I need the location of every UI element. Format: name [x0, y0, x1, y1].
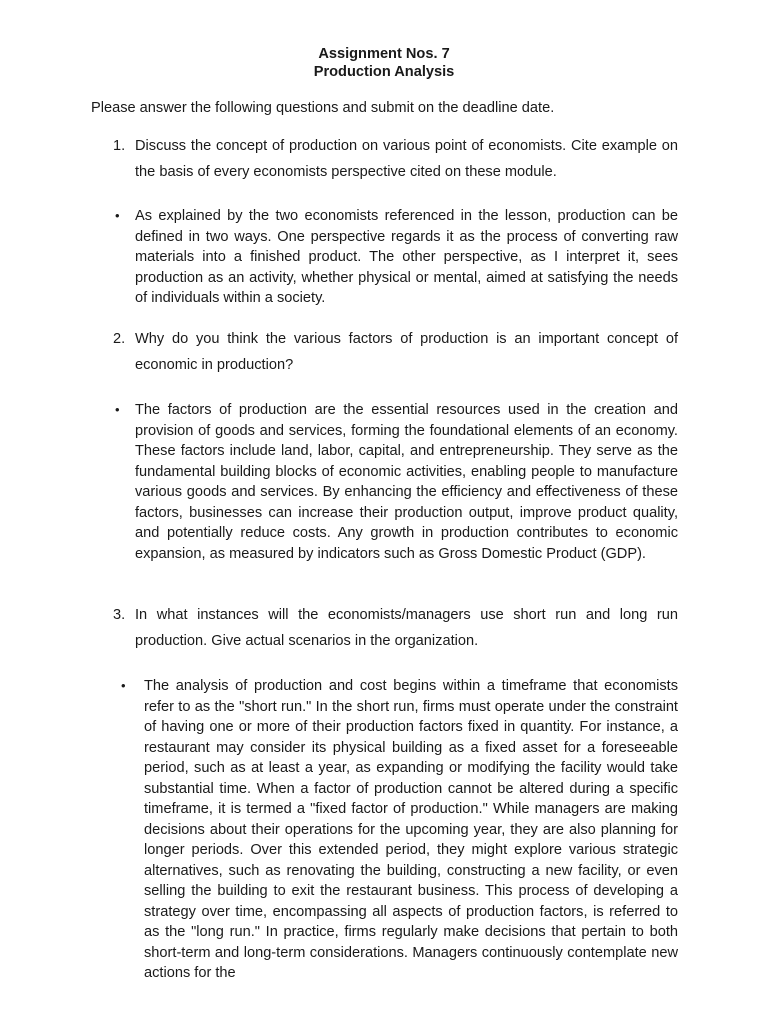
bullet-icon: •: [121, 678, 126, 693]
assignment-title: Assignment Nos. 7: [318, 46, 450, 62]
answer-text: As explained by the two economists referenced in the lesson, production can be defined in two ways. One perspective regards it as the process of converting raw materials into a finished product. The other perspective, as I interpret it, sees production as an activity, whether physical or mental, aimed at satisfying the needs of individuals within a society.: [135, 208, 678, 306]
question-text: In what instances will the economists/managers use short run and long run production. Give actual scenarios in the organization.: [135, 607, 678, 649]
question-text: Why do you think the various factors of production is an important concept of economic in production?: [135, 331, 678, 373]
answer-text: The analysis of production and cost begins within a timeframe that economists refer to as the "short run." In the short run, firms must operate under the constraint of having one or more of their production factors fixed in quantity. For instance, a restaurant may consider its physical building as a fixed asset for a foreseeable period, such as at least a year, as expanding or modifying the facility would take substantial time. When a factor of production cannot be altered during a specific timeframe, it is termed a "fixed factor of production." While managers are making decisions about their operations for the upcoming year, they are also planning for longer periods. Over this extended period, they might explore various strategic alternatives, such as renovating the building, constructing a new facility, or even selling the building to exit the restaurant business. This process of developing a strategy over time, encompassing all aspects of production factors, is referred to as the "long run." In practice, firms regularly make decisions that pertain to both short-term and long-term considerations. Managers continuously contemplate new actions for the: [144, 678, 678, 981]
bullet-icon: •: [115, 208, 120, 223]
bullet-icon: •: [115, 402, 120, 417]
question-number: 2.: [113, 331, 126, 347]
question-number: 3.: [113, 607, 126, 623]
answer-text: The factors of production are the essential resources used in the creation and provision of goods and services, forming the foundational elements of an economy. These factors include land, labor, capital, and entrepreneurship. They serve as the fundamental building blocks of economic activities, enabling people to manufacture various goods and services. By enhancing the efficiency and effectiveness of these factors, businesses can increase their production output, improve product quality, and potentially reduce costs. Any growth in production contributes to economic expansion, as measured by indicators such as Gross Domestic Product (GDP).: [135, 402, 678, 562]
instructions-text: Please answer the following questions and submit on the deadline date.: [91, 100, 555, 116]
assignment-subtitle: Production Analysis: [313, 64, 455, 80]
question-text: Discuss the concept of production on various point of economists. Cite example on the basis of every economists perspective cited on these module.: [135, 138, 678, 180]
question-number: 1.: [113, 138, 126, 154]
